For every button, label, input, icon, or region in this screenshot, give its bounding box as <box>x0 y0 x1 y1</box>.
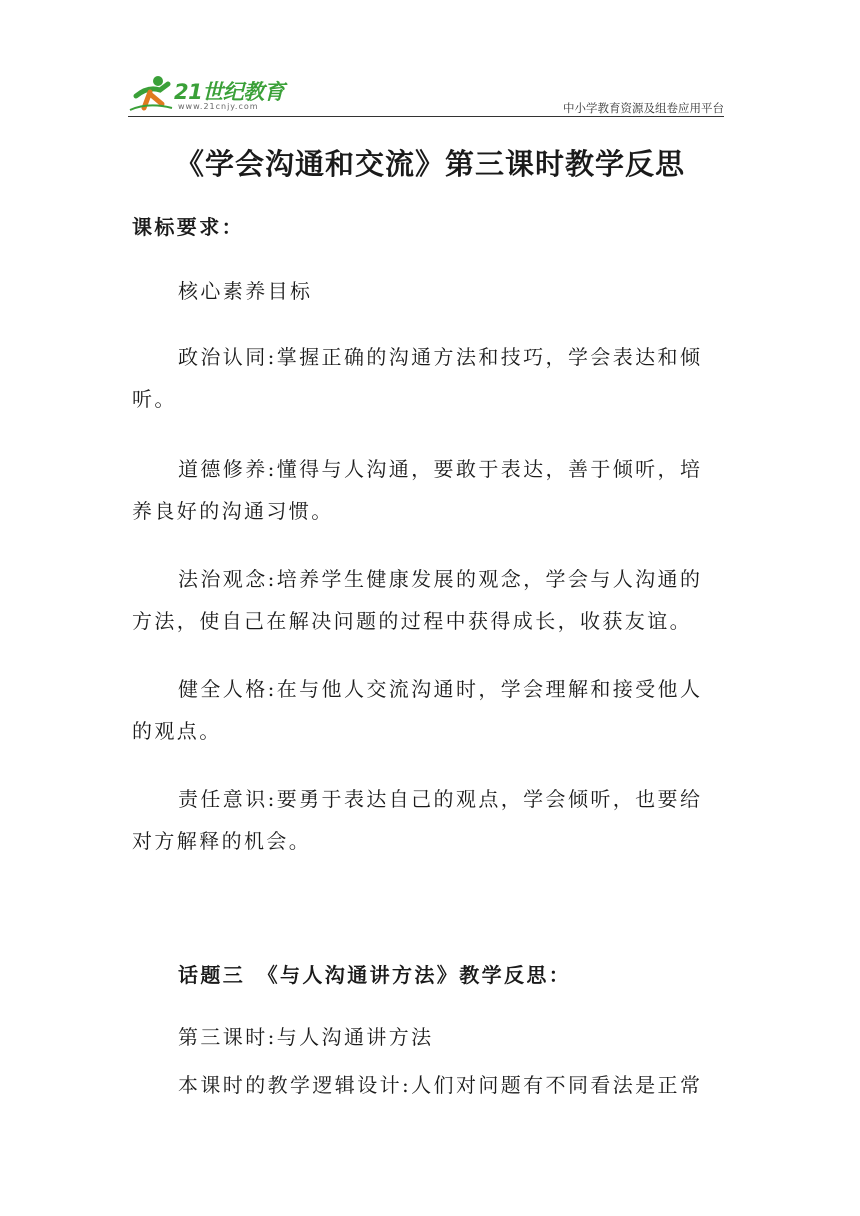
header-tagline: 中小学教育资源及组卷应用平台 <box>563 101 724 115</box>
paragraph-lesson: 第三课时:与人沟通讲方法 <box>178 1025 434 1049</box>
header-divider <box>128 116 724 117</box>
paragraph-political: 政治认同:掌握正确的沟通方法和技巧，学会表达和倾听。 <box>132 345 703 411</box>
site-logo <box>128 68 298 114</box>
paragraph-responsibility: 责任意识:要勇于表达自己的观点，学会倾听，也要给对方解释的机会。 <box>132 787 703 853</box>
paragraph-logic: 本课时的教学逻辑设计:人们对问题有不同看法是正常 <box>178 1073 703 1097</box>
paragraph-core-goal: 核心素养目标 <box>178 279 313 303</box>
paragraph-personality: 健全人格:在与他人交流沟通时，学会理解和接受他人的观点。 <box>132 677 703 743</box>
page-header <box>128 64 724 118</box>
page-title: 《学会沟通和交流》第三课时教学反思 <box>174 147 685 181</box>
section-heading: 课标要求： <box>132 215 244 239</box>
paragraph-moral: 道德修养:懂得与人沟通，要敢于表达，善于倾听，培养良好的沟通习惯。 <box>132 457 703 523</box>
topic-heading: 话题三 《与人沟通讲方法》教学反思： <box>178 963 572 987</box>
paragraph-legal: 法治观念:培养学生健康发展的观念，学会与人沟通的方法，使自己在解决问题的过程中获得成长，收获友谊。 <box>132 567 703 633</box>
runner-logo-icon <box>128 74 174 114</box>
logo-url: www.21cnjy.com <box>178 102 259 111</box>
logo-wordmark: 21世纪教育 <box>174 80 285 104</box>
